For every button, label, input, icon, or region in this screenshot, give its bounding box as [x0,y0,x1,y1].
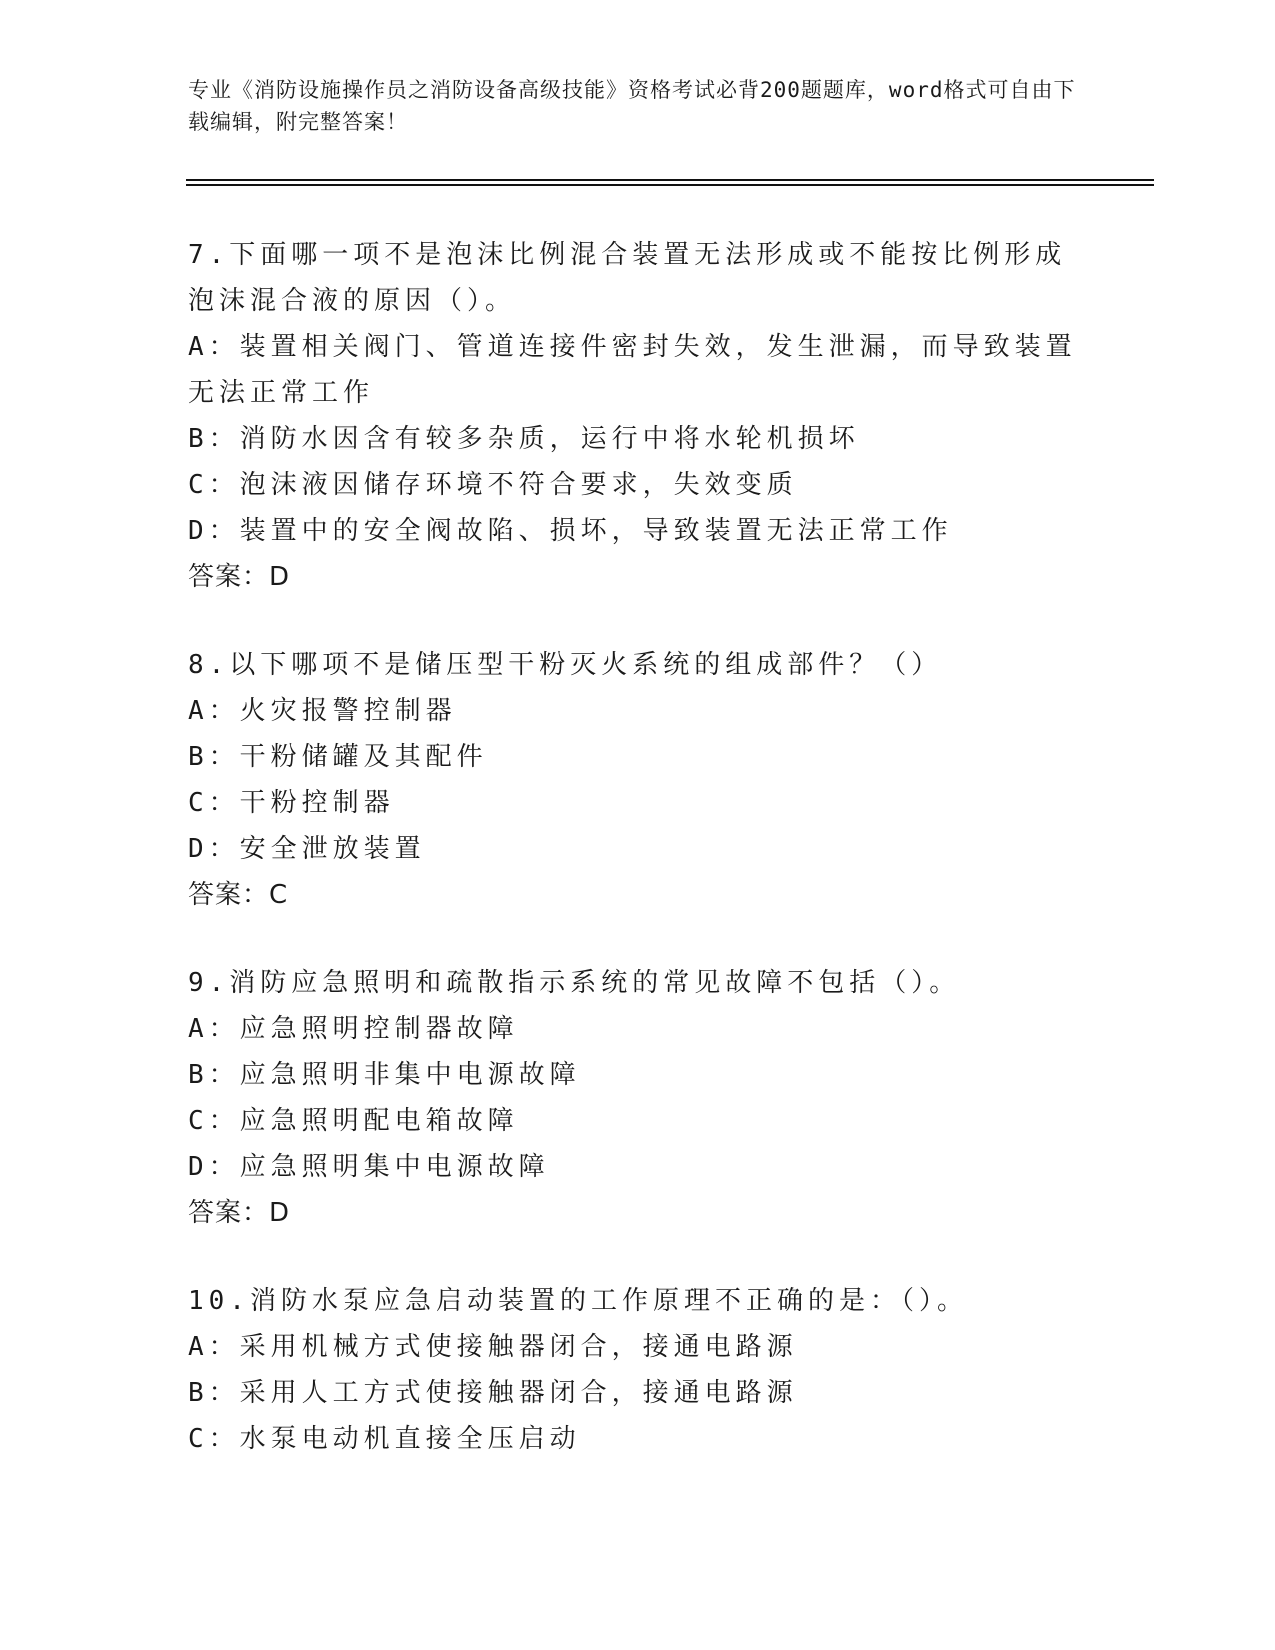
question-item [188,1278,1088,1462]
question-item [188,642,1088,918]
option-a: A：火灾报警控制器 [188,696,457,726]
answer-line: 答案：C [188,880,289,910]
option-c: C：干粉控制器 [188,788,395,818]
question-stem: 9.消防应急照明和疏散指示系统的常见故障不包括（）。 [188,968,961,998]
question-item [188,960,1088,1236]
option-a: A：采用机械方式使接触器闭合，接通电路源 [188,1332,798,1362]
answer-line: 答案：D [188,1198,291,1228]
option-a: A：装置相关阀门、管道连接件密封失效，发生泄漏，而导致装置无法正常工作 [188,332,1077,408]
answer-line: 答案：D [188,562,291,592]
option-b: B：采用人工方式使接触器闭合，接通电路源 [188,1378,798,1408]
question-stem: 10.消防水泵应急启动装置的工作原理不正确的是：（）。 [188,1286,968,1316]
option-d: D：安全泄放装置 [188,834,426,864]
header-divider-top [186,179,1154,181]
option-c: C：泡沫液因储存环境不符合要求，失效变质 [188,470,798,500]
header-divider-bottom [186,184,1154,186]
question-item [188,232,1088,600]
option-c: C：应急照明配电箱故障 [188,1106,519,1136]
question-list [188,232,1088,1504]
option-d: D：应急照明集中电源故障 [188,1152,550,1182]
question-stem: 7.下面哪一项不是泡沫比例混合装置无法形成或不能按比例形成泡沫混合液的原因（）。 [188,240,1067,316]
document-header: 专业《消防设施操作员之消防设备高级技能》资格考试必背200题题库，word格式可自由下载编辑，附完整答案！ [188,78,1076,134]
option-b: B：消防水因含有较多杂质，运行中将水轮机损坏 [188,424,860,454]
question-stem: 8.以下哪项不是储压型干粉灭火系统的组成部件？（） [188,650,943,680]
option-d: D：装置中的安全阀故陷、损坏，导致装置无法正常工作 [188,516,953,546]
option-c: C：水泵电动机直接全压启动 [188,1424,581,1454]
option-b: B：干粉储罐及其配件 [188,742,488,772]
option-b: B：应急照明非集中电源故障 [188,1060,581,1090]
option-a: A：应急照明控制器故障 [188,1014,519,1044]
